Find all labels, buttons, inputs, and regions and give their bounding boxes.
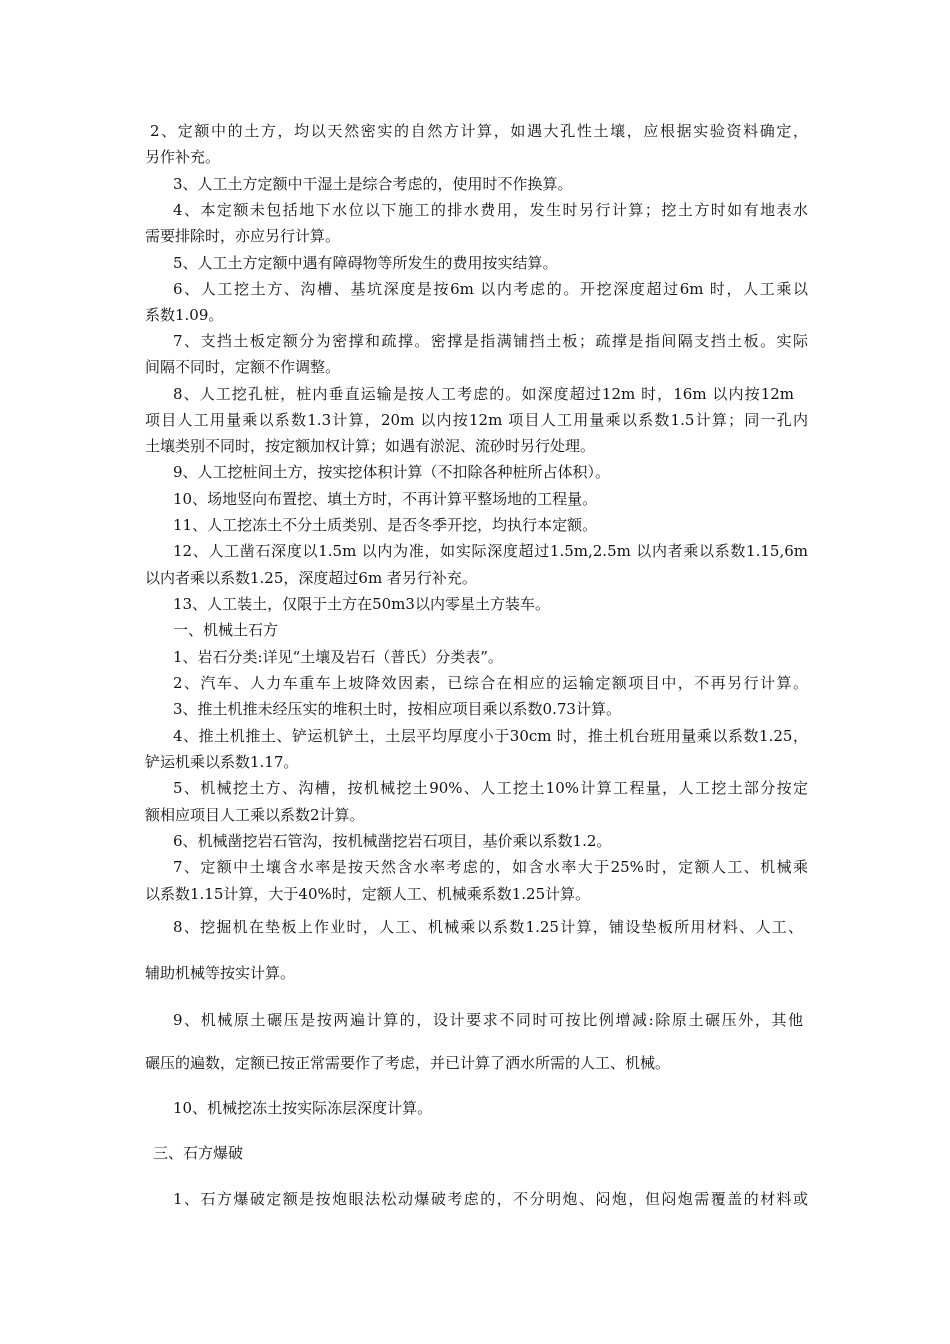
paragraph-line: 10、机械挖冻土按实际冻层深度计算。 [173, 1099, 433, 1117]
paragraph-line: 10、场地竖向布置挖、填土方时，不再计算平整场地的工程量。 [173, 490, 598, 508]
paragraph-line: 4、推土机推土、铲运机铲土，土层平均厚度小于30cm 时，推土机台班用量乘以系数1.25， [173, 727, 808, 745]
section-heading: 一、机械土石方 [173, 621, 279, 639]
paragraph-line: 6、机械凿挖岩石管沟，按机械凿挖岩石项目，基价乘以系数1.2。 [173, 832, 612, 850]
paragraph-line: 9、人工挖桩间土方，按实挖体积计算（不扣除各种桩所占体积）。 [173, 463, 611, 481]
paragraph-line: 9、机械原土碾压是按两遍计算的，设计要求不同时可按比例增减:除原土碾压外，其他 [173, 1011, 803, 1029]
paragraph-line: 以内者乘以系数1.25，深度超过6m 者另行补充。 [145, 569, 477, 587]
paragraph-line: 4、本定额未包括地下水位以下施工的排水费用，发生时另行计算；挖土方时如有地表水 [173, 201, 808, 219]
paragraph-line: 5、人工土方定额中遇有障碍物等所发生的费用按实结算。 [173, 254, 558, 272]
paragraph-line: 土壤类别不同时，按定额加权计算；如遇有淤泥、流砂时另行处理。 [145, 437, 596, 455]
paragraph-line: 额相应项目人工乘以系数2计算。 [145, 806, 365, 824]
paragraph-line: 另作补充。 [145, 148, 221, 166]
paragraph-line: 8、挖掘机在垫板上作业时，人工、机械乘以系数1.25计算，铺设垫板所用材料、人工、 [173, 918, 803, 936]
paragraph-line: 7、支挡土板定额分为密撑和疏撑。密撑是指满铺挡土板；疏撑是指间隔支挡土板。实际 [173, 332, 808, 350]
paragraph-line: 2、定额中的土方，均以天然密实的自然方计算，如遇大孔性土壤，应根据实验资料确定， [150, 122, 808, 140]
paragraph-line: 11、人工挖冻土不分土质类别、是否冬季开挖，均执行本定额。 [173, 516, 598, 534]
paragraph-line: 5、机械挖土方、沟槽，按机械挖土90%、人工挖土10%计算工程量，人工挖土部分按定 [173, 779, 808, 797]
paragraph-line: 6、人工挖土方、沟槽、基坑深度是按6m 以内考虑的。开挖深度超过6m 时，人工乘以 [173, 280, 808, 298]
paragraph-line: 碾压的遍数，定额已按正常需要作了考虑，并已计算了洒水所需的人工、机械。 [145, 1054, 671, 1072]
paragraph-line: 3、人工土方定额中干湿土是综合考虑的，使用时不作换算。 [173, 175, 573, 193]
paragraph-line: 1、石方爆破定额是按炮眼法松动爆破考虑的，不分明炮、闷炮，但闷炮需覆盖的材料或 [173, 1190, 808, 1208]
paragraph-line: 3、推土机推未经压实的堆积土时，按相应项目乘以系数0.73计算。 [173, 700, 621, 718]
paragraph-line: 12、人工凿石深度以1.5m 以内为准，如实际深度超过1.5m,2.5m 以内者乘以系数1.15,6m [173, 542, 808, 560]
paragraph-line: 7、定额中土壤含水率是按天然含水率考虑的，如含水率大于25%时，定额人工、机械乘 [173, 858, 808, 876]
section-heading: 三、石方爆破 [153, 1144, 244, 1162]
paragraph-line: 间隔不同时，定额不作调整。 [145, 358, 341, 376]
paragraph-line: 13、人工装土，仅限于土方在50m3以内零星土方装车。 [173, 595, 550, 613]
paragraph-line: 8、人工挖孔桩，桩内垂直运输是按人工考虑的。如深度超过12m 时，16m 以内按12m [173, 385, 794, 403]
paragraph-line: 辅助机械等按实计算。 [145, 964, 296, 982]
paragraph-line: 需要排除时，亦应另行计算。 [145, 227, 341, 245]
paragraph-line: 系数1.09。 [145, 306, 224, 324]
paragraph-line: 项目人工用量乘以系数1.3计算，20m 以内按12m 项目人工用量乘以系数1.5计算；同一孔内 [145, 411, 808, 429]
paragraph-line: 1、岩石分类:详见“土壤及岩石（普氏）分类表”。 [173, 648, 503, 666]
paragraph-line: 以系数1.15计算，大于40%时，定额人工、机械乘系数1.25计算。 [145, 885, 591, 903]
paragraph-line: 铲运机乘以系数1.17。 [145, 753, 299, 771]
paragraph-line: 2、汽车、人力车重车上坡降效因素，已综合在相应的运输定额项目中，不再另行计算。 [173, 674, 808, 692]
